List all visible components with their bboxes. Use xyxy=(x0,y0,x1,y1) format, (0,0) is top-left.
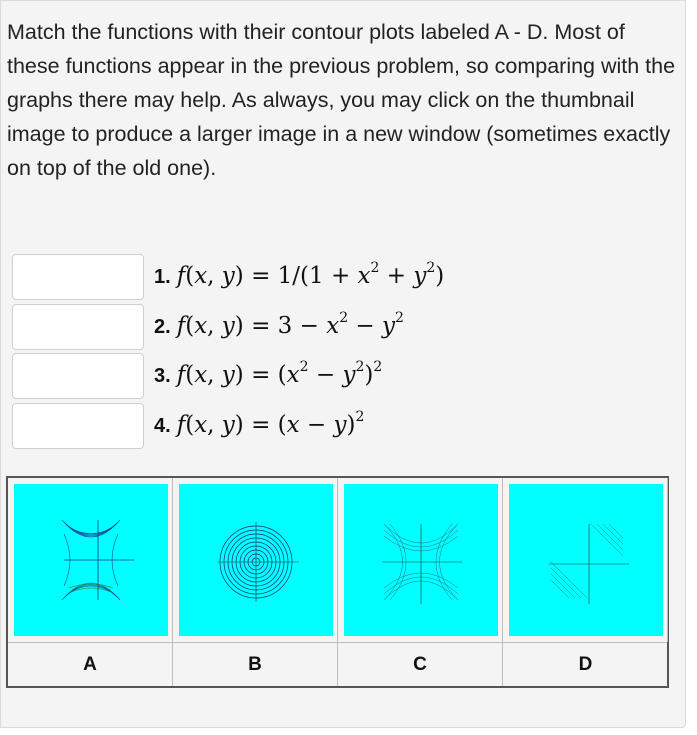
function-4: 4. f(x, $y) = (x - y)^2$ xyxy=(154,408,365,438)
contour-plot-thumbnail-c[interactable] xyxy=(344,484,498,636)
plot-label-c: C xyxy=(338,643,503,686)
contour-plot-quartic-icon xyxy=(344,484,498,636)
answer-input-1[interactable] xyxy=(12,254,144,300)
plot-label-b: B xyxy=(173,643,338,686)
plot-cell-d xyxy=(503,478,668,642)
contour-plot-thumbnail-d[interactable] xyxy=(509,484,663,636)
question-number: 4. xyxy=(154,414,171,437)
contour-plot-saddle-icon xyxy=(14,484,168,636)
answer-input-3[interactable] xyxy=(12,353,144,399)
plot-cell-c xyxy=(338,478,503,642)
contour-plot-circles-icon xyxy=(179,484,333,636)
problem-instructions: Match the functions with their contour plots labeled A - D. Most of these functions appear in the previous problem, so comparing with the graphs there may help. As always, you may click on the thumbnail image to produce a larger image in a new window (sometimes exactly on top of the old one). xyxy=(7,20,676,180)
function-2: 2. f(x, $y) = 3 - x^2 - y^2$ xyxy=(154,309,404,339)
plot-cell-a xyxy=(8,478,173,642)
answer-input-4[interactable] xyxy=(12,403,144,449)
contour-plot-thumbnail-b[interactable] xyxy=(179,484,333,636)
plot-cell-b xyxy=(173,478,338,642)
function-3: 3. f(x, $y) = (x^2 - y^2)^2$ xyxy=(154,359,383,388)
plot-label-d: D xyxy=(578,654,593,675)
plot-label-a: A xyxy=(8,643,173,686)
contour-plot-table xyxy=(6,476,669,688)
plot-labels-row xyxy=(8,642,667,686)
contour-plot-diagonal-icon xyxy=(509,484,663,636)
function-1: 1. f(x, $y) = 1/(1 + x^2 + y^2)$ xyxy=(154,260,445,289)
question-number: 2. xyxy=(154,315,171,338)
question-number: 1. xyxy=(154,266,171,288)
answer-input-2[interactable] xyxy=(12,304,144,350)
question-number: 3. xyxy=(154,365,171,387)
contour-plot-thumbnail-a[interactable] xyxy=(14,484,168,636)
